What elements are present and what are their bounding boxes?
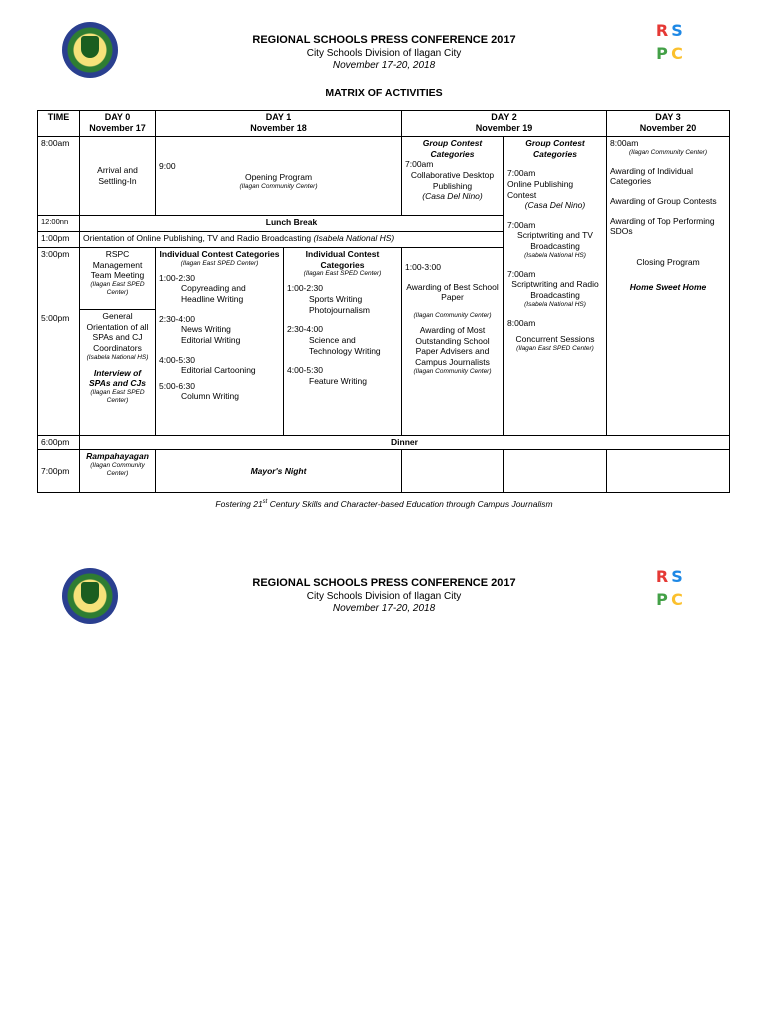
day3-header: DAY 3 November 20 (607, 111, 730, 137)
rspc-logo-letter: C (671, 44, 683, 63)
evening-row (38, 450, 730, 493)
rspc-logo-letter: P (656, 590, 668, 609)
day2-header: DAY 2 November 19 (402, 111, 607, 137)
day3-cell: 8:00am (Ilagan Community Center) Awarding of Individual Categories Awarding of Group Contests Awarding of Top Performing SDOs Closing Program Home Sweet Home (607, 137, 730, 436)
orientation-interview-cell: General Orientation of all SPAs and CJ Coordinators (Isabela National HS) Interview of SPAs and CJs (Ilagan East SPED Center) (80, 310, 156, 436)
rspc-logo-letter: R (655, 21, 669, 40)
time-header: TIME (38, 111, 80, 137)
orientation-cell: Orientation of Online Publishing, TV and Radio Broadcasting (Isabela National HS) (80, 232, 504, 248)
indiv-contest-b-cell: Individual Contest Categories (Ilagan East SPED Center) 1:00-2:30 Sports Writing Photojournalism 2:30-4:00 Science and Technology Writing 4:00-5:30 Feature Writing (284, 248, 402, 436)
opening-cell: 9:00 Opening Program (Ilagan Community Center) (156, 137, 402, 216)
day2-group-a-cell: Group Contest Categories 7:00am Collaborative Desktop Publishing (Casa Del Nino) (402, 137, 504, 216)
rspc-logo-letter: C (671, 590, 683, 609)
rspc-logo-letter: P (656, 44, 668, 63)
time-cell: 3:00pm 5:00pm (38, 248, 80, 436)
rampahayagan-cell: Rampahayagan (Ilagan Community Center) (80, 450, 156, 493)
time-cell: 7:00pm (38, 450, 80, 493)
conference-title: REGIONAL SCHOOLS PRESS CONFERENCE 2017 (252, 577, 516, 589)
day1-header: DAY 1 November 18 (156, 111, 402, 137)
indiv-contest-a-cell: Individual Contest Categories (Ilagan East SPED Center) 1:00-2:30 Copyreading and Headline Writing 2:30-4:00 News Writing Editorial Writing 4:00-5:30 Editorial Cartooning 5:00-6:30 Column Writing (156, 248, 284, 436)
lunch-cell: Lunch Break (80, 216, 504, 232)
rspc-logo-letter: S (671, 21, 683, 40)
time-cell: 1:00pm (38, 232, 80, 248)
mayors-night-cell: Mayor's Night (156, 450, 402, 493)
footer-tagline: Fostering 21st Century Skills and Character-based Education through Campus Journalism (215, 499, 553, 509)
matrix-title: MATRIX OF ACTIVITIES (325, 87, 443, 99)
header-row (38, 111, 730, 137)
page-header (0, 34, 768, 71)
rspc-logo-letter: S (671, 567, 683, 586)
time-cell: 6:00pm (38, 436, 80, 450)
time-cell: 8:00am (38, 137, 80, 216)
morning-row (38, 137, 730, 216)
division-name: City Schools Division of Ilagan City (306, 48, 462, 59)
rspc-logo-letter: R (655, 567, 669, 586)
rspc-meeting-cell: RSPC Management Team Meeting (Ilagan East SPED Center) (80, 248, 156, 310)
day2-group-b-cell: Group Contest Categories 7:00am Online Publishing Contest (Casa Del Nino) 7:00am Scriptwriting and TV Broadcasting (Isabela National HS) 7:00am Scriptwriting and Radio Broadcasting (Isabela National HS) 8:00am Concurrent Sessions (Ilagan East SPED Center) (504, 137, 607, 436)
empty-cell (607, 450, 730, 493)
empty-cell (504, 450, 607, 493)
division-name: City Schools Division of Ilagan City (306, 591, 462, 602)
conference-title: REGIONAL SCHOOLS PRESS CONFERENCE 2017 (252, 34, 516, 46)
dinner-row (38, 436, 730, 450)
day0-header: DAY 0 November 17 (80, 111, 156, 137)
awarding-cell: 1:00-3:00 Awarding of Best School Paper (Ilagan Community Center) Awarding of Most Outstanding School Paper Advisers and Campus Journalists (Ilagan Community Center) (402, 248, 504, 436)
dinner-cell: Dinner (80, 436, 730, 450)
arrival-cell: Arrival and Settling-In (80, 137, 156, 216)
conference-dates: November 17-20, 2018 (332, 603, 436, 614)
page-header (0, 577, 768, 614)
activities-matrix (37, 110, 730, 493)
empty-cell (402, 450, 504, 493)
conference-dates: November 17-20, 2018 (332, 60, 436, 71)
time-cell: 12:00nn (38, 216, 80, 232)
